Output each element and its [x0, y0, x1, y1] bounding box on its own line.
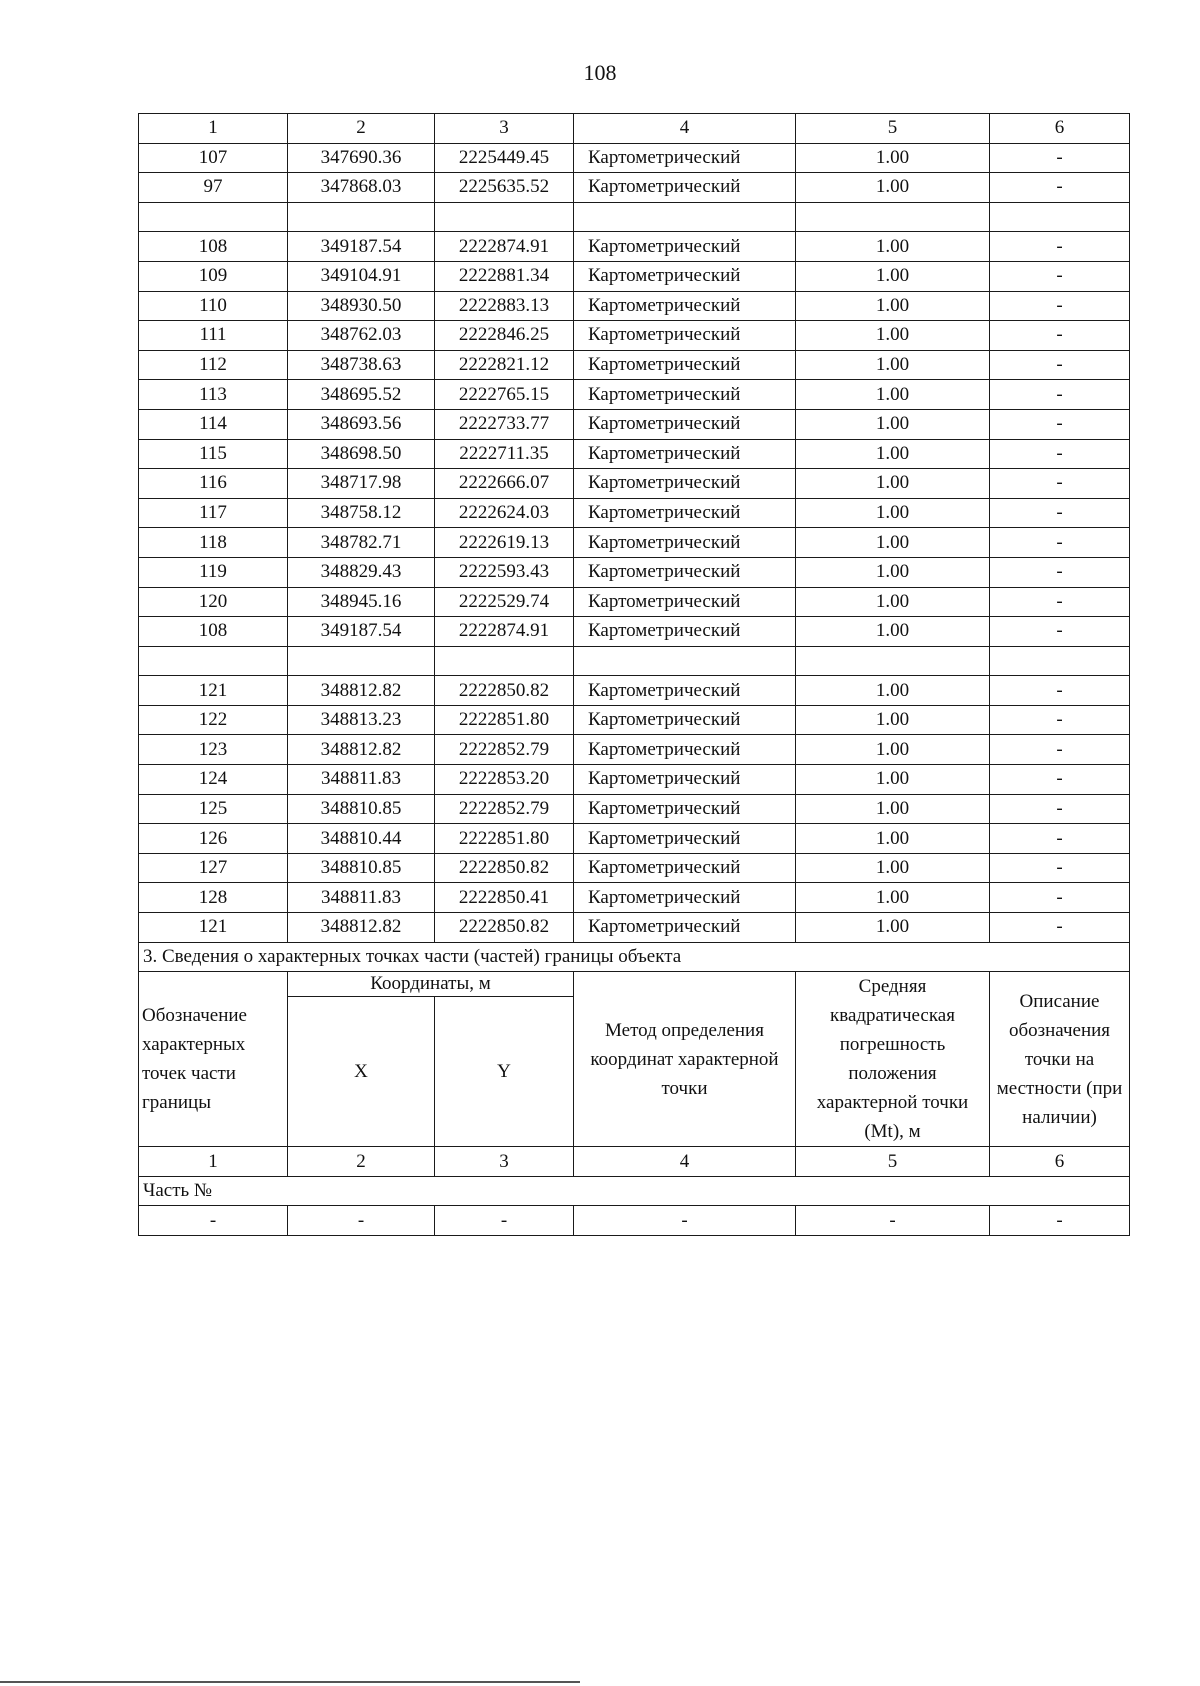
table-row	[139, 765, 1130, 795]
y-coordinate-cell: 2222851.80	[435, 705, 574, 735]
column-number: 2	[288, 114, 435, 144]
empty-cell	[574, 202, 796, 232]
empty-cell	[990, 646, 1130, 676]
empty-cell	[435, 646, 574, 676]
table-row	[139, 498, 1130, 528]
y-coordinate-cell: 2222850.82	[435, 853, 574, 883]
table-row	[139, 173, 1130, 203]
method-cell: Картометрический	[574, 853, 796, 883]
error-cell: 1.00	[796, 143, 990, 173]
point-id-cell: 114	[139, 409, 288, 439]
point-id-cell: 124	[139, 765, 288, 795]
table-row	[139, 853, 1130, 883]
group-separator-row	[139, 646, 1130, 676]
table-row	[139, 794, 1130, 824]
y-coordinate-cell: 2222852.79	[435, 794, 574, 824]
method-cell: Картометрический	[574, 291, 796, 321]
table-row	[139, 143, 1130, 173]
y-coordinate-cell: 2225449.45	[435, 143, 574, 173]
table-row	[139, 439, 1130, 469]
method-cell: Картометрический	[574, 824, 796, 854]
error-cell: 1.00	[796, 409, 990, 439]
point-id-cell: 110	[139, 291, 288, 321]
description-cell: -	[990, 291, 1130, 321]
section3-title: 3. Сведения о характерных точках части (частей) границы объекта	[139, 942, 1130, 972]
table-row	[139, 528, 1130, 558]
error-cell: 1.00	[796, 232, 990, 262]
point-id-cell: 128	[139, 883, 288, 913]
method-cell: Картометрический	[574, 173, 796, 203]
description-cell: -	[990, 617, 1130, 647]
table-row	[139, 913, 1130, 943]
y-coordinate-cell: 2222881.34	[435, 261, 574, 291]
point-id-cell: 122	[139, 705, 288, 735]
x-coordinate-cell: 348693.56	[288, 409, 435, 439]
error-cell: 1.00	[796, 705, 990, 735]
y-coordinate-cell: 2222733.77	[435, 409, 574, 439]
method-cell: Картометрический	[574, 380, 796, 410]
section3-title-row	[139, 942, 1130, 972]
error-cell: 1.00	[796, 765, 990, 795]
error-cell: 1.00	[796, 498, 990, 528]
x-coordinate-cell: 348762.03	[288, 321, 435, 351]
empty-cell	[990, 202, 1130, 232]
y-coordinate-cell: 2222850.82	[435, 676, 574, 706]
header-y: Y	[435, 997, 574, 1147]
table-row	[139, 291, 1130, 321]
y-coordinate-cell: 2222850.41	[435, 883, 574, 913]
dash-cell: -	[139, 1206, 288, 1236]
table-row	[139, 261, 1130, 291]
table-row	[139, 883, 1130, 913]
y-coordinate-cell: 2222666.07	[435, 469, 574, 499]
description-cell: -	[990, 735, 1130, 765]
point-id-cell: 121	[139, 676, 288, 706]
x-coordinate-cell: 348812.82	[288, 735, 435, 765]
table-row	[139, 380, 1130, 410]
method-cell: Картометрический	[574, 557, 796, 587]
y-coordinate-cell: 2222874.91	[435, 617, 574, 647]
column-number: 4	[574, 1147, 796, 1177]
table-row	[139, 321, 1130, 351]
point-id-cell: 119	[139, 557, 288, 587]
description-cell: -	[990, 143, 1130, 173]
x-coordinate-cell: 348811.83	[288, 765, 435, 795]
x-coordinate-cell: 348829.43	[288, 557, 435, 587]
description-cell: -	[990, 380, 1130, 410]
y-coordinate-cell: 2222874.91	[435, 232, 574, 262]
y-coordinate-cell: 2222619.13	[435, 528, 574, 558]
empty-cell	[139, 646, 288, 676]
column-number: 1	[139, 114, 288, 144]
x-coordinate-cell: 347690.36	[288, 143, 435, 173]
coordinates-table	[138, 113, 1130, 1236]
description-cell: -	[990, 794, 1130, 824]
x-coordinate-cell: 348810.85	[288, 794, 435, 824]
x-coordinate-cell: 348811.83	[288, 883, 435, 913]
error-cell: 1.00	[796, 528, 990, 558]
dash-cell: -	[574, 1206, 796, 1236]
method-cell: Картометрический	[574, 913, 796, 943]
x-coordinate-cell: 348758.12	[288, 498, 435, 528]
error-cell: 1.00	[796, 291, 990, 321]
error-cell: 1.00	[796, 557, 990, 587]
y-coordinate-cell: 2222853.20	[435, 765, 574, 795]
error-cell: 1.00	[796, 617, 990, 647]
error-cell: 1.00	[796, 824, 990, 854]
column-number: 2	[288, 1147, 435, 1177]
header-method: Метод определения координат характерной точки	[574, 972, 796, 1147]
dash-cell: -	[796, 1206, 990, 1236]
y-coordinate-cell: 2225635.52	[435, 173, 574, 203]
description-cell: -	[990, 705, 1130, 735]
description-cell: -	[990, 321, 1130, 351]
error-cell: 1.00	[796, 173, 990, 203]
section3-column-number-row	[139, 1147, 1130, 1177]
y-coordinate-cell: 2222821.12	[435, 350, 574, 380]
x-coordinate-cell: 348812.82	[288, 676, 435, 706]
point-id-cell: 108	[139, 617, 288, 647]
method-cell: Картометрический	[574, 883, 796, 913]
dash-cell: -	[435, 1206, 574, 1236]
method-cell: Картометрический	[574, 469, 796, 499]
description-cell: -	[990, 498, 1130, 528]
x-coordinate-cell: 348810.44	[288, 824, 435, 854]
error-cell: 1.00	[796, 883, 990, 913]
method-cell: Картометрический	[574, 528, 796, 558]
header-error: Средняя квадратическая погрешность положения характерной точки (Mt), м	[796, 972, 990, 1147]
point-id-cell: 97	[139, 173, 288, 203]
point-id-cell: 126	[139, 824, 288, 854]
table-row	[139, 676, 1130, 706]
point-id-cell: 120	[139, 587, 288, 617]
method-cell: Картометрический	[574, 676, 796, 706]
column-number: 3	[435, 1147, 574, 1177]
error-cell: 1.00	[796, 794, 990, 824]
empty-cell	[435, 202, 574, 232]
header-coordinates: Координаты, м	[288, 972, 574, 997]
x-coordinate-cell: 348695.52	[288, 380, 435, 410]
empty-cell	[288, 646, 435, 676]
error-cell: 1.00	[796, 321, 990, 351]
y-coordinate-cell: 2222852.79	[435, 735, 574, 765]
point-id-cell: 123	[139, 735, 288, 765]
error-cell: 1.00	[796, 261, 990, 291]
table-row	[139, 557, 1130, 587]
method-cell: Картометрический	[574, 261, 796, 291]
x-coordinate-cell: 347868.03	[288, 173, 435, 203]
x-coordinate-cell: 348717.98	[288, 469, 435, 499]
header-designation: Обозначение характерных точек части границы	[139, 972, 288, 1147]
error-cell: 1.00	[796, 469, 990, 499]
error-cell: 1.00	[796, 735, 990, 765]
y-coordinate-cell: 2222851.80	[435, 824, 574, 854]
table-row	[139, 232, 1130, 262]
column-number: 6	[990, 1147, 1130, 1177]
page-number: 108	[583, 60, 617, 85]
error-cell: 1.00	[796, 439, 990, 469]
point-id-cell: 112	[139, 350, 288, 380]
method-cell: Картометрический	[574, 143, 796, 173]
x-coordinate-cell: 348812.82	[288, 913, 435, 943]
method-cell: Картометрический	[574, 587, 796, 617]
method-cell: Картометрический	[574, 321, 796, 351]
page-bottom-rule	[0, 1681, 580, 1683]
section3-header-row	[139, 972, 1130, 997]
method-cell: Картометрический	[574, 765, 796, 795]
y-coordinate-cell: 2222846.25	[435, 321, 574, 351]
y-coordinate-cell: 2222850.82	[435, 913, 574, 943]
column-number-row	[139, 114, 1130, 144]
y-coordinate-cell: 2222624.03	[435, 498, 574, 528]
x-coordinate-cell: 348945.16	[288, 587, 435, 617]
description-cell: -	[990, 409, 1130, 439]
empty-cell	[574, 646, 796, 676]
table-row	[139, 705, 1130, 735]
y-coordinate-cell: 2222529.74	[435, 587, 574, 617]
method-cell: Картометрический	[574, 232, 796, 262]
description-cell: -	[990, 261, 1130, 291]
x-coordinate-cell: 349187.54	[288, 617, 435, 647]
point-id-cell: 115	[139, 439, 288, 469]
error-cell: 1.00	[796, 853, 990, 883]
method-cell: Картометрический	[574, 735, 796, 765]
description-cell: -	[990, 913, 1130, 943]
table-row	[139, 469, 1130, 499]
point-id-cell: 127	[139, 853, 288, 883]
error-cell: 1.00	[796, 380, 990, 410]
description-cell: -	[990, 587, 1130, 617]
x-coordinate-cell: 349104.91	[288, 261, 435, 291]
group-separator-row	[139, 202, 1130, 232]
table-row	[139, 824, 1130, 854]
header-x: X	[288, 997, 435, 1147]
method-cell: Картометрический	[574, 498, 796, 528]
description-cell: -	[990, 676, 1130, 706]
description-cell: -	[990, 173, 1130, 203]
error-cell: 1.00	[796, 676, 990, 706]
method-cell: Картометрический	[574, 794, 796, 824]
points-table-body	[139, 114, 1130, 943]
empty-cell	[796, 202, 990, 232]
description-cell: -	[990, 883, 1130, 913]
y-coordinate-cell: 2222593.43	[435, 557, 574, 587]
part-label: Часть №	[139, 1176, 1130, 1206]
point-id-cell: 118	[139, 528, 288, 558]
empty-cell	[139, 202, 288, 232]
table-row	[139, 409, 1130, 439]
error-cell: 1.00	[796, 587, 990, 617]
table-row	[139, 617, 1130, 647]
header-description: Описание обозначения точки на местности (при наличии)	[990, 972, 1130, 1147]
description-cell: -	[990, 824, 1130, 854]
x-coordinate-cell: 348813.23	[288, 705, 435, 735]
method-cell: Картометрический	[574, 705, 796, 735]
dash-cell: -	[288, 1206, 435, 1236]
description-cell: -	[990, 528, 1130, 558]
description-cell: -	[990, 469, 1130, 499]
x-coordinate-cell: 348738.63	[288, 350, 435, 380]
description-cell: -	[990, 350, 1130, 380]
point-id-cell: 111	[139, 321, 288, 351]
column-number: 1	[139, 1147, 288, 1177]
column-number: 4	[574, 114, 796, 144]
description-cell: -	[990, 232, 1130, 262]
description-cell: -	[990, 557, 1130, 587]
column-number: 5	[796, 114, 990, 144]
part-label-row	[139, 1176, 1130, 1206]
x-coordinate-cell: 348698.50	[288, 439, 435, 469]
section3-body	[139, 942, 1130, 1235]
method-cell: Картометрический	[574, 350, 796, 380]
y-coordinate-cell: 2222883.13	[435, 291, 574, 321]
y-coordinate-cell: 2222711.35	[435, 439, 574, 469]
point-id-cell: 116	[139, 469, 288, 499]
x-coordinate-cell: 348930.50	[288, 291, 435, 321]
y-coordinate-cell: 2222765.15	[435, 380, 574, 410]
x-coordinate-cell: 348810.85	[288, 853, 435, 883]
table-row	[139, 350, 1130, 380]
error-cell: 1.00	[796, 350, 990, 380]
point-id-cell: 107	[139, 143, 288, 173]
table-row	[139, 587, 1130, 617]
error-cell: 1.00	[796, 913, 990, 943]
method-cell: Картометрический	[574, 617, 796, 647]
column-number: 6	[990, 114, 1130, 144]
description-cell: -	[990, 439, 1130, 469]
dash-row	[139, 1206, 1130, 1236]
empty-cell	[796, 646, 990, 676]
point-id-cell: 121	[139, 913, 288, 943]
dash-cell: -	[990, 1206, 1130, 1236]
method-cell: Картометрический	[574, 409, 796, 439]
table-row	[139, 735, 1130, 765]
method-cell: Картометрический	[574, 439, 796, 469]
description-cell: -	[990, 853, 1130, 883]
column-number: 3	[435, 114, 574, 144]
column-number: 5	[796, 1147, 990, 1177]
point-id-cell: 109	[139, 261, 288, 291]
point-id-cell: 125	[139, 794, 288, 824]
x-coordinate-cell: 349187.54	[288, 232, 435, 262]
point-id-cell: 108	[139, 232, 288, 262]
description-cell: -	[990, 765, 1130, 795]
empty-cell	[288, 202, 435, 232]
point-id-cell: 113	[139, 380, 288, 410]
x-coordinate-cell: 348782.71	[288, 528, 435, 558]
point-id-cell: 117	[139, 498, 288, 528]
